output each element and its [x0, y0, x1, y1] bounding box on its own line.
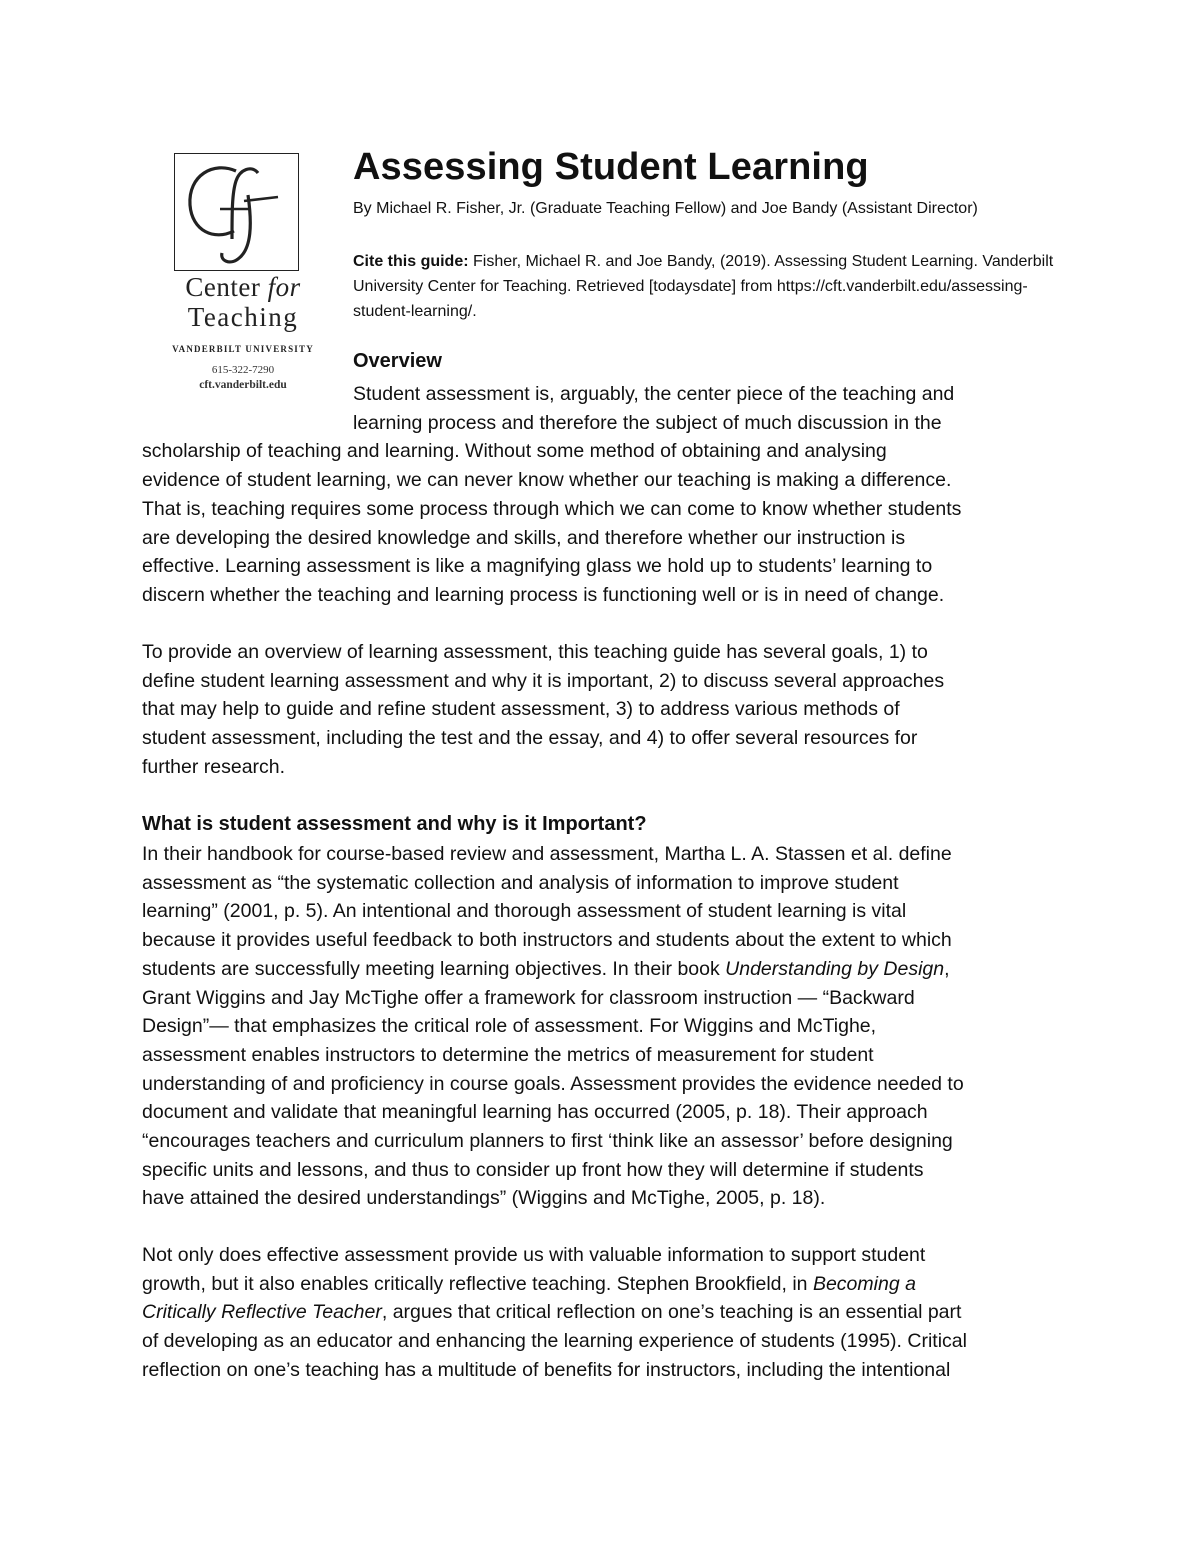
paragraph-line: learning” (2001, p. 5). An intentional and thorough assessment of student learning is vital — [142, 900, 907, 923]
text-run: growth, but it also enables critically reflective teaching. Stephen Brookfield, in — [142, 1272, 813, 1295]
text-run: , — [944, 957, 950, 980]
center-for-teaching-logo — [148, 150, 338, 395]
logo-phone: 615-322-7290 — [211, 364, 275, 376]
paragraph-line: of developing as an educator and enhancing the learning experience of students (1995). Critical — [142, 1330, 967, 1353]
paragraph-line: discern whether the teaching and learning process is functioning well or is in need of change. — [142, 583, 945, 606]
logo-name-line2: Teaching — [187, 302, 299, 332]
paragraph-line: student assessment, including the test and the essay, and 4) to offer several resources for — [142, 727, 918, 750]
paragraph-line: That is, teaching requires some process through which we can come to know whether students — [142, 497, 962, 520]
paragraph-line: because it provides useful feedback to both instructors and students about the extent to which — [142, 929, 952, 952]
section-paragraph-2 — [142, 1241, 1062, 1385]
text-run: students are successfully meeting learning objectives. In their book — [142, 957, 726, 980]
paragraph-line: In their handbook for course-based review and assessment, Martha L. A. Stassen et al. define — [142, 843, 952, 865]
paragraph-line: understanding of and proficiency in course goals. Assessment provides the evidence needed to — [142, 1072, 964, 1095]
goals-paragraph — [142, 638, 1062, 782]
paragraph-line: reflection on one’s teaching has a multitude of benefits for instructors, including the intentional — [142, 1358, 951, 1381]
cft-monogram-icon — [174, 153, 299, 271]
paragraph-line: further research. — [142, 755, 286, 778]
paragraph-line: evidence of student learning, we can never know whether our teaching is making a difference. — [142, 469, 952, 492]
page-title: Assessing Student Learning — [353, 146, 869, 188]
logo-url: cft.vanderbilt.edu — [199, 379, 287, 391]
book-title: Understanding by Design — [725, 957, 945, 980]
paragraph-line: Design”— that emphasizes the critical role of assessment. For Wiggins and McTighe, — [142, 1015, 877, 1038]
section-paragraph-1 — [142, 840, 1062, 1213]
logo-university: VANDERBILT UNIVERSITY — [172, 344, 314, 354]
paragraph-line: To provide an overview of learning assessment, this teaching guide has several goals, 1) to — [142, 641, 928, 663]
text-run: , argues that critical reflection on one’s teaching is an essential part — [381, 1301, 962, 1324]
paragraph-line: assessment as “the systematic collection and analysis of information to improve student — [142, 871, 899, 894]
paragraph-line: Grant Wiggins and Jay McTighe offer a framework for classroom instruction — “Backward — [142, 986, 915, 1009]
overview-heading: Overview — [353, 350, 442, 372]
paragraph-line: scholarship of teaching and learning. Without some method of obtaining and analysing — [142, 440, 887, 463]
paragraph-line: Student assessment is, arguably, the center piece of the teaching and — [353, 383, 955, 405]
book-title: Becoming a — [812, 1272, 916, 1295]
byline: By Michael R. Fisher, Jr. (Graduate Teaching Fellow) and Joe Bandy (Assistant Director) — [353, 200, 978, 217]
paragraph-line: document and validate that meaningful learning has occurred (2005, p. 18). Their approach — [142, 1101, 928, 1124]
paragraph-line: “encourages teachers and curriculum planners to first ‘think like an assessor’ before designing — [142, 1130, 953, 1153]
paragraph-line — [142, 955, 1062, 984]
logo-name-line1: Center for — [185, 272, 301, 302]
section-heading: What is student assessment and why is it Important? — [142, 813, 647, 835]
paragraph-line: learning process and therefore the subject of much discussion in the — [353, 411, 942, 434]
paragraph-line: effective. Learning assessment is like a magnifying glass we hold up to students’ learning to — [142, 555, 933, 578]
cite-text: Fisher, Michael R. and Joe Bandy, (2019). Assessing Student Learning. Vanderbilt University Center for Teaching. Retrieved [todaysdate] from https://cft.vanderbilt.edu/assessing-student-learning/. — [353, 253, 1054, 320]
paragraph-line: assessment enables instructors to determine the metrics of measurement for student — [142, 1043, 874, 1066]
paragraph-line: specific units and lessons, and thus to consider up front how they will determine if students — [142, 1158, 924, 1181]
cite-label: Cite this guide: — [353, 253, 469, 270]
paragraph-line: that may help to guide and refine student assessment, 3) to address various methods of — [142, 698, 900, 721]
book-title: Critically Reflective Teacher — [142, 1301, 382, 1324]
paragraph-line: define student learning assessment and why it is important, 2) to discuss several approaches — [142, 669, 945, 692]
paragraph-line: have attained the desired understandings” (Wiggins and McTighe, 2005, p. 18). — [142, 1187, 826, 1210]
paragraph-line — [142, 1270, 1062, 1299]
paragraph-line — [142, 1298, 1062, 1327]
paragraph-line: Not only does effective assessment provide us with valuable information to support student — [142, 1244, 926, 1266]
overview-paragraph — [142, 380, 1062, 610]
citation — [353, 249, 1073, 324]
paragraph-line: are developing the desired knowledge and skills, and therefore whether our instruction is — [142, 526, 906, 549]
